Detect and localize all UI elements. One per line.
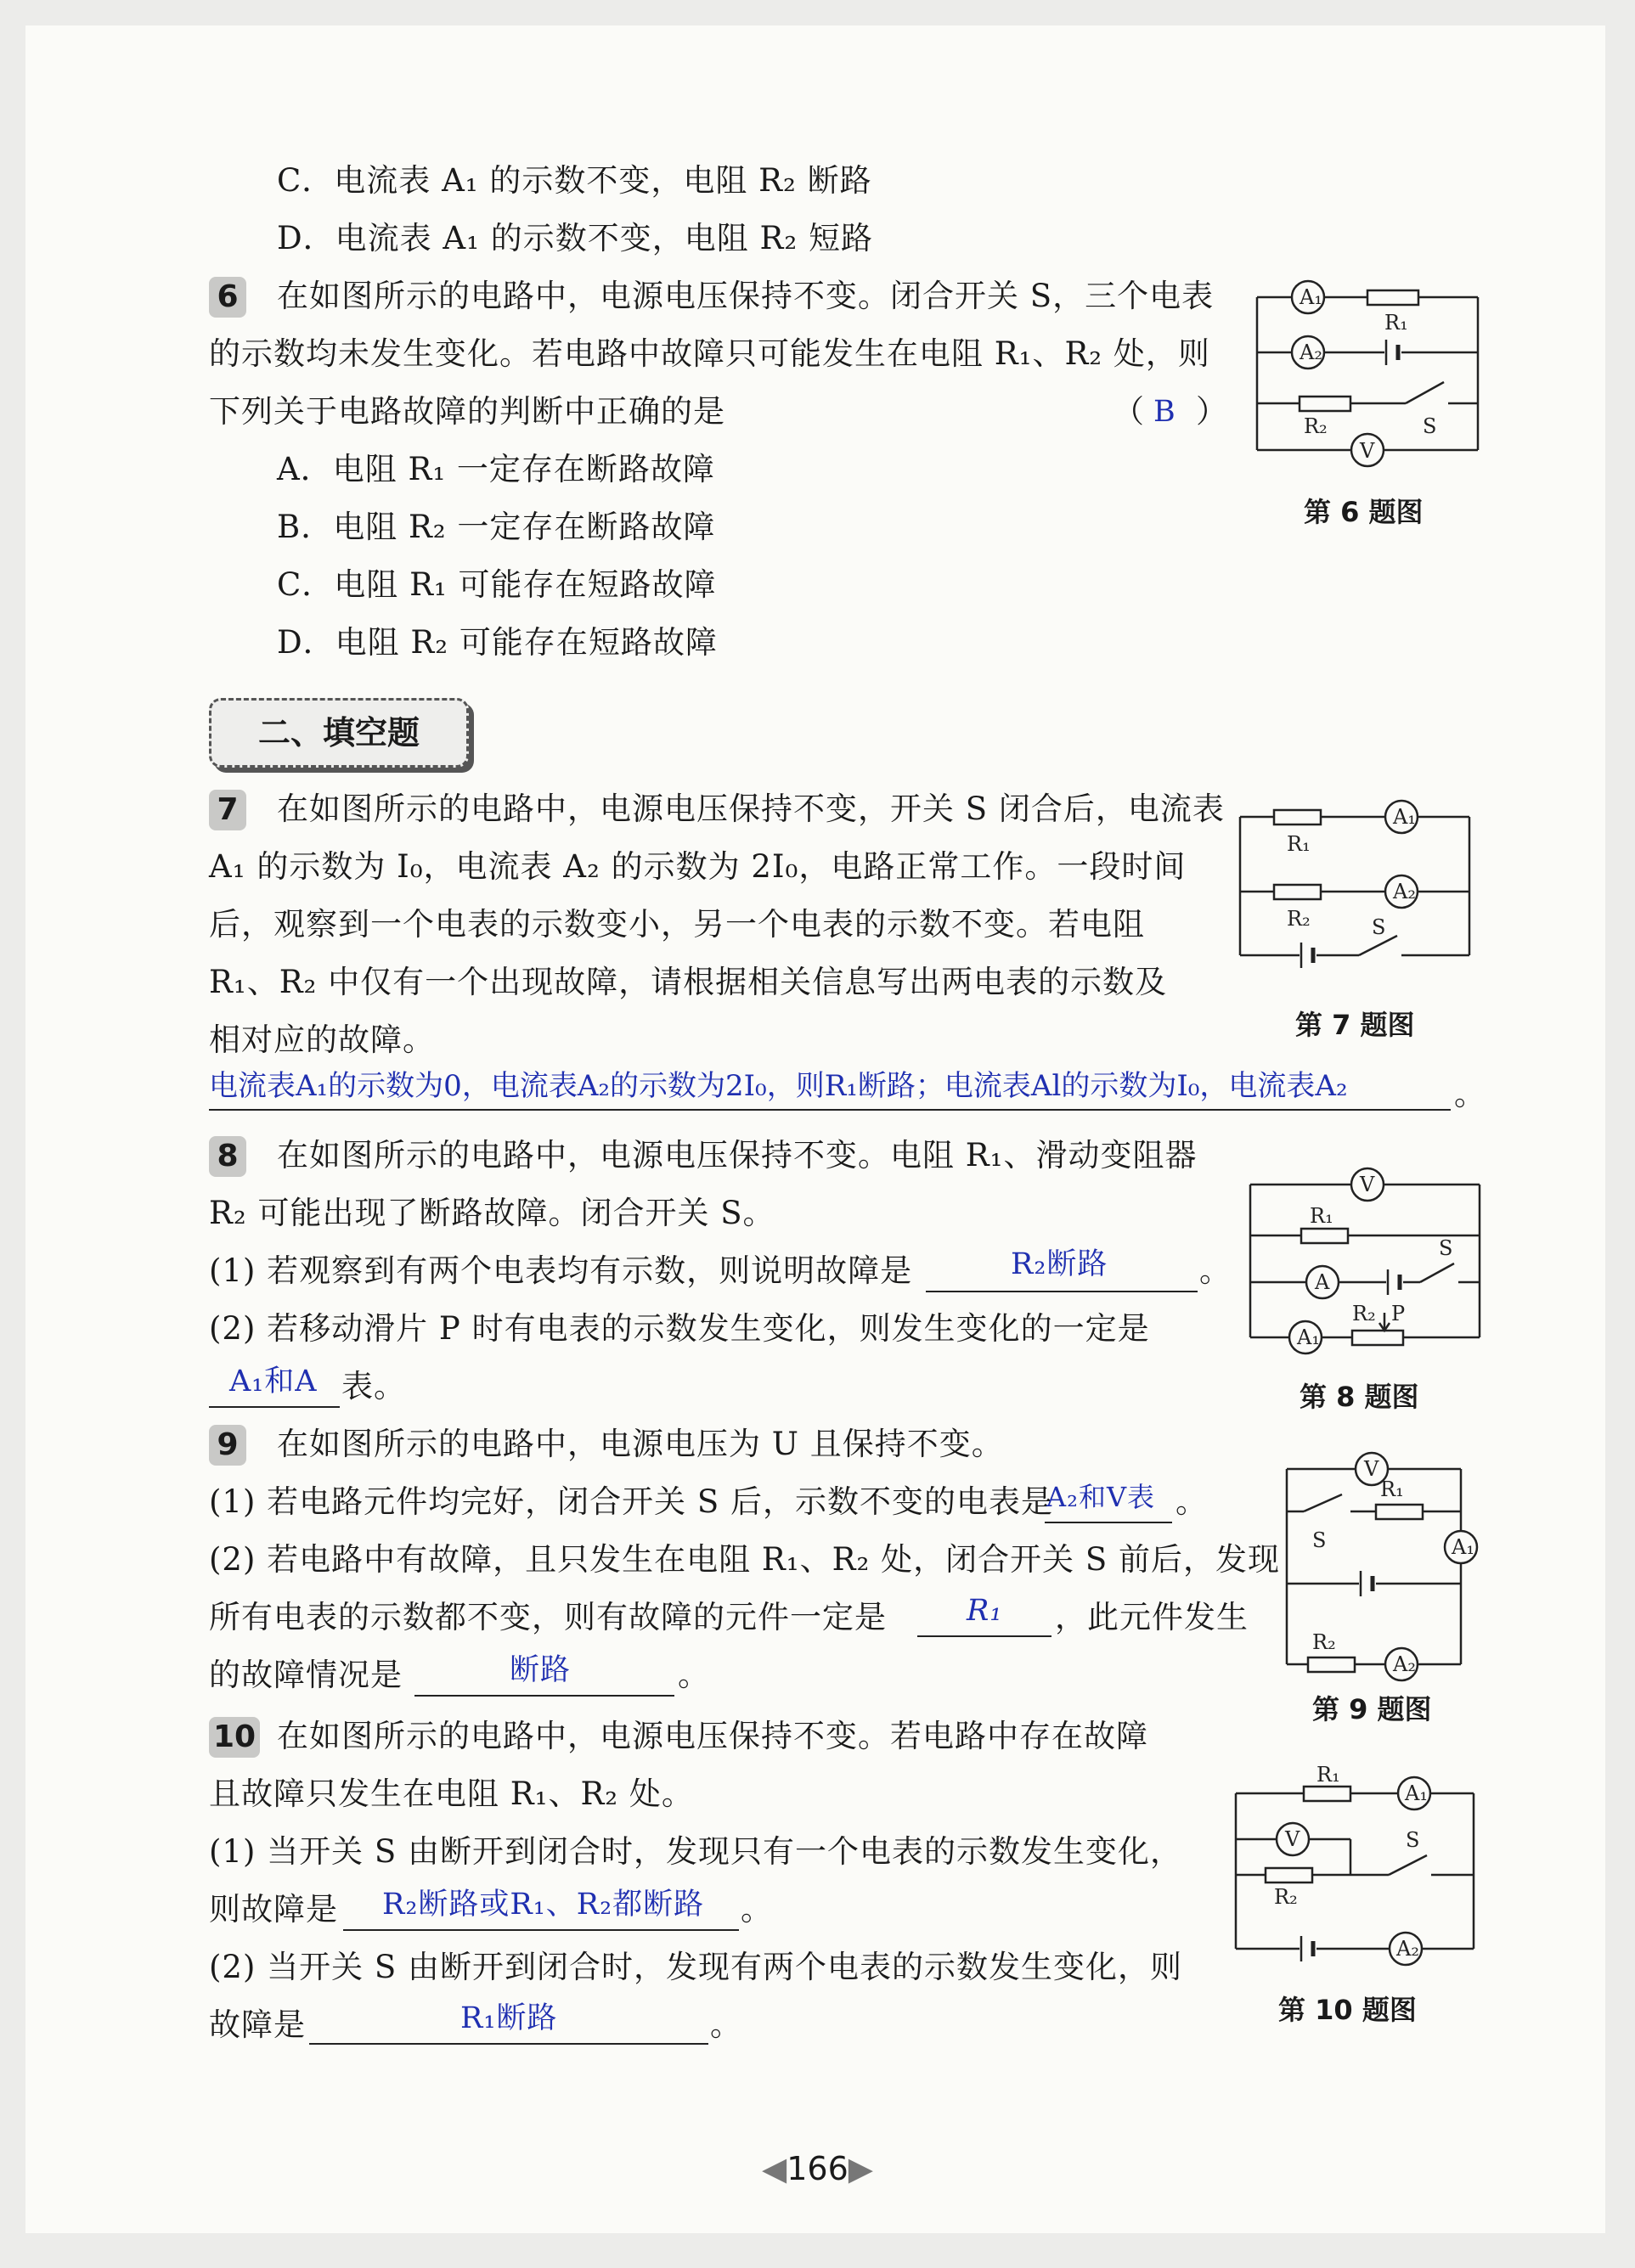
q7-r2-label: R₂	[1287, 907, 1311, 931]
q10-ammeter-a1-label: A₁	[1405, 1781, 1428, 1805]
q10-sub2b: 故障是	[209, 2006, 306, 2043]
q7-end: 。	[1454, 1076, 1486, 1112]
q10-end1: 。	[741, 1891, 773, 1928]
q6-r2-label: R₂	[1304, 414, 1328, 438]
q10-sub1b: 则故障是	[209, 1891, 338, 1928]
q9-answer3-line	[414, 1695, 674, 1697]
page-number	[0, 2150, 1635, 2187]
q9-sub2c: 的故障情况是	[209, 1657, 403, 1693]
q10-end2: 。	[710, 2006, 742, 2043]
q9-sub2b: 所有电表的示数都不变，则有故障的元件一定是	[209, 1599, 887, 1635]
q6-line2: 的示数均未发生变化。若电路中故障只可能发生在电阻 R₁、R₂ 处，则	[209, 335, 1210, 372]
q8-r1-label: R₁	[1310, 1204, 1333, 1228]
q8-answer1: R₂断路	[1011, 1247, 1108, 1281]
q7-r1-label: R₁	[1287, 832, 1311, 856]
question-number-8: 8	[209, 1136, 246, 1177]
q6-option-a: A．电阻 R₁ 一定存在断路故障	[277, 451, 715, 487]
q8-sub2: (2) 若移动滑片 P 时有电表的示数发生变化，则发生变化的一定是	[209, 1310, 1150, 1347]
q9-line1: 在如图所示的电路中，电源电压为 U 且保持不变。	[277, 1426, 1004, 1462]
q10-r2-label: R₂	[1274, 1885, 1298, 1909]
q9-switch-label: S	[1312, 1528, 1327, 1552]
q8-voltmeter-label: V	[1360, 1173, 1375, 1196]
q6-answer: B	[1153, 395, 1176, 429]
q7-figure-caption: 第 7 题图	[1295, 1009, 1415, 1041]
q9-answer1: A₂和V表	[1046, 1481, 1156, 1513]
q9-answer1-line	[1045, 1522, 1172, 1523]
q6-option-c: C．电阻 R₁ 可能存在短路故障	[277, 566, 717, 603]
option-c-prev: C．电流表 A₁ 的示数不变，电阻 R₂ 断路	[277, 162, 872, 199]
q7-line1: 在如图所示的电路中，电源电压保持不变，开关 S 闭合后，电流表	[277, 791, 1225, 827]
q10-voltmeter-label: V	[1285, 1827, 1300, 1851]
q8-switch-label: S	[1439, 1236, 1453, 1260]
q7-line5: 相对应的故障。	[209, 1021, 435, 1058]
q8-sub1: (1) 若观察到有两个电表均有示数，则说明故障是	[209, 1252, 913, 1289]
question-number-7: 7	[209, 790, 246, 830]
q10-switch-label: S	[1406, 1828, 1420, 1852]
page-number-value: 166	[786, 2150, 849, 2187]
q9-end1: 。	[1176, 1483, 1208, 1520]
q6-circuit-diagram	[1249, 272, 1495, 467]
q9-r1-label: R₁	[1380, 1477, 1404, 1501]
q8-figure-caption: 第 8 题图	[1300, 1381, 1419, 1413]
q8-circuit-diagram	[1242, 1155, 1497, 1359]
q9-answer3: 断路	[510, 1653, 572, 1687]
q8-ammeter-a1-label: A₁	[1297, 1325, 1320, 1349]
q9-sub1: (1) 若电路元件均完好，闭合开关 S 后，示数不变的电表是	[209, 1483, 1054, 1520]
q7-line2: A₁ 的示数为 I₀，电流表 A₂ 的示数为 2I₀，电路正常工作。一段时间	[209, 848, 1187, 885]
q10-figure-caption: 第 10 题图	[1278, 1994, 1417, 2026]
q10-answer1-line	[343, 1929, 739, 1931]
q10-ammeter-a2-label: A₂	[1396, 1937, 1419, 1961]
section-heading-fill-in: 二、填空题	[209, 698, 469, 768]
option-d-prev: D．电流表 A₁ 的示数不变，电阻 R₂ 短路	[277, 220, 873, 256]
q8-line1: 在如图所示的电路中，电源电压保持不变。电阻 R₁、滑动变阻器	[277, 1137, 1198, 1173]
q10-sub1a: (1) 当开关 S 由断开到闭合时，发现只有一个电表的示数发生变化，	[209, 1833, 1183, 1870]
q9-ammeter-a1-label: A₁	[1452, 1535, 1474, 1559]
q6-switch-label: S	[1423, 414, 1437, 438]
q9-circuit-diagram	[1274, 1452, 1495, 1681]
q8-answer2: A₁和A	[229, 1365, 318, 1399]
q9-answer2: R₁	[967, 1594, 1003, 1628]
q9-mid2: ，此元件发生	[1055, 1599, 1249, 1635]
q7-line3: 后，观察到一个电表的示数变小，另一个电表的示数不变。若电阻	[209, 906, 1145, 943]
q8-answer2-line	[209, 1406, 340, 1408]
q6-paren-open: （	[1113, 393, 1145, 430]
q6-ammeter-a2-label: A₂	[1300, 340, 1322, 364]
q7-answer-line	[209, 1109, 1451, 1111]
q6-voltmeter-label: V	[1360, 439, 1375, 463]
q6-option-d: D．电阻 R₂ 可能存在短路故障	[277, 624, 718, 661]
q10-circuit-diagram	[1223, 1758, 1495, 1970]
q9-end3: 。	[678, 1657, 710, 1693]
q10-line1: 在如图所示的电路中，电源电压保持不变。若电路中存在故障	[277, 1718, 1148, 1754]
q10-line2: 且故障只发生在电阻 R₁、R₂ 处。	[209, 1776, 694, 1812]
q6-r1-label: R₁	[1384, 311, 1408, 335]
q8-ammeter-a-label: A	[1315, 1270, 1330, 1294]
q9-figure-caption: 第 9 题图	[1312, 1693, 1432, 1725]
q6-option-b: B．电阻 R₂ 一定存在断路故障	[277, 509, 716, 545]
question-number-6: 6	[209, 277, 246, 318]
q8-r2-label: R₂	[1352, 1302, 1376, 1325]
q10-r1-label: R₁	[1316, 1763, 1340, 1787]
q7-line4: R₁、R₂ 中仅有一个出现故障，请根据相关信息写出两电表的示数及	[209, 964, 1168, 1000]
q8-line2: R₂ 可能出现了断路故障。闭合开关 S。	[209, 1195, 775, 1231]
q8-end1: 。	[1199, 1252, 1232, 1289]
q7-circuit-diagram	[1232, 798, 1486, 968]
q9-voltmeter-label: V	[1364, 1457, 1379, 1481]
prev-arrow-icon: ◀	[762, 2150, 787, 2187]
q9-answer2-line	[917, 1635, 1051, 1637]
q6-line1: 在如图所示的电路中，电源电压保持不变。闭合开关 S，三个电表	[277, 278, 1215, 314]
next-arrow-icon: ▶	[848, 2150, 873, 2187]
question-number-10: 10	[209, 1717, 260, 1758]
q6-ammeter-a1-label: A₁	[1300, 285, 1322, 309]
q6-line3: 下列关于电路故障的判断中正确的是	[209, 393, 725, 430]
q8-end2: 表。	[341, 1368, 406, 1404]
q6-paren-close: ）	[1196, 393, 1228, 430]
q9-r2-label: R₂	[1312, 1630, 1336, 1654]
q9-sub2a: (2) 若电路中有故障，且只发生在电阻 R₁、R₂ 处，闭合开关 S 前后，发现	[209, 1541, 1280, 1578]
q6-figure-caption: 第 6 题图	[1304, 496, 1424, 528]
q7-ammeter-a2-label: A₂	[1393, 880, 1416, 903]
q10-answer1: R₂断路或R₁、R₂都断路	[382, 1888, 705, 1922]
q10-answer2-line	[309, 2043, 708, 2045]
q8-slider-label: P	[1391, 1302, 1406, 1325]
q10-sub2a: (2) 当开关 S 由断开到闭合时，发现有两个电表的示数发生变化，则	[209, 1949, 1183, 1985]
question-number-9: 9	[209, 1425, 246, 1466]
q9-ammeter-a2-label: A₂	[1393, 1652, 1416, 1676]
q7-switch-label: S	[1372, 915, 1386, 939]
q10-answer2: R₁断路	[460, 2001, 558, 2035]
q7-ammeter-a1-label: A₁	[1393, 805, 1416, 829]
q8-answer1-line	[926, 1291, 1198, 1292]
q7-answer: 电流表A₁的示数为0，电流表A₂的示数为2I₀，则R₁断路；电流表Al的示数为I₀，电流表A₂	[209, 1069, 1348, 1103]
